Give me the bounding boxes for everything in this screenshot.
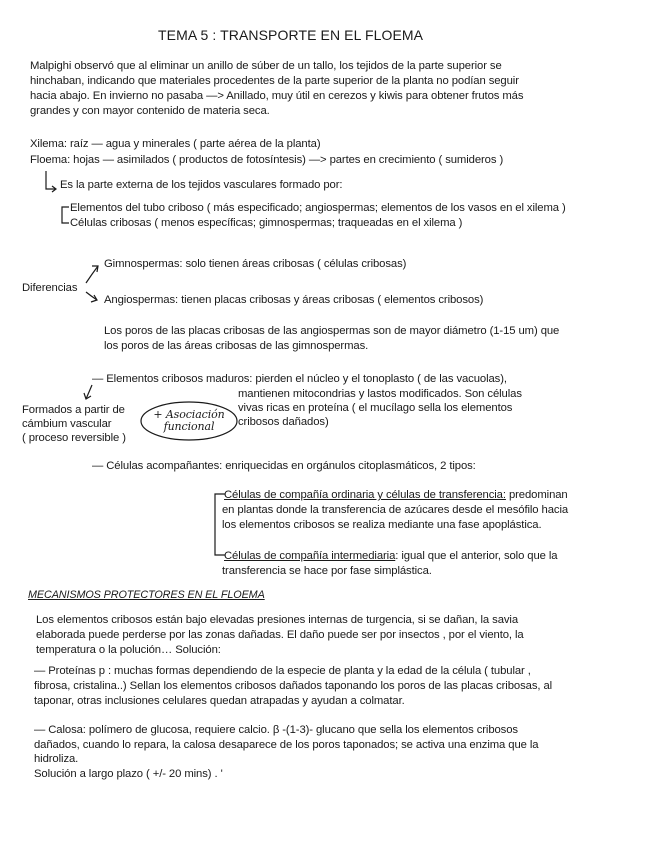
poros-line-2: los poros de las áreas cribosas de las gimnospermas. bbox=[104, 340, 369, 352]
asociacion-line-1: + Asociación bbox=[153, 408, 225, 421]
intermediaria-line-2: transferencia se hace por fase simplástica. bbox=[222, 565, 432, 577]
acompanantes-line: — Células acompañantes: enriquecidas en orgánulos citoplasmáticos, 2 tipos: bbox=[92, 460, 476, 472]
calosa-line-3: hidroliza. bbox=[34, 753, 79, 765]
calosa-line-1: — Calosa: polímero de glucosa, requiere calcio. β -(1-3)- glucano que sella los elementos cribosos bbox=[34, 724, 518, 736]
intermediaria-text: : igual que el anterior, solo que la bbox=[395, 550, 558, 562]
intro-line-1: Malpighi observó que al eliminar un anillo de súber de un tallo, los tejidos de la parte superior se bbox=[30, 60, 502, 72]
bracket-elementos bbox=[62, 207, 69, 223]
mecanismos-line-3: temperatura o la polución… Solución: bbox=[36, 644, 221, 656]
floema-line: Floema: hojas — asimilados ( productos de fotosíntesis) —> partes en crecimiento ( sumideros ) bbox=[30, 154, 504, 166]
parte-externa-line: Es la parte externa de los tejidos vasculares formado por: bbox=[60, 179, 343, 191]
intermediaria-label: Células de compañía intermediaria bbox=[224, 550, 396, 562]
celulas-cribosas-line: Células cribosas ( menos específicas; gimnospermas; traqueadas en el xilema ) bbox=[70, 217, 463, 229]
ordinaria-line-3: los elementos cribosos se realiza mediante una fase apoplástica. bbox=[222, 519, 542, 531]
ordinaria-text: predominan bbox=[508, 489, 568, 501]
xilema-line: Xilema: raíz — agua y minerales ( parte aérea de la planta) bbox=[30, 138, 321, 150]
proteinas-line-3: taponar, otras inclusiones celulares quedan atrapadas y ayudan a colmatar. bbox=[34, 695, 405, 707]
poros-line-1: Los poros de las placas cribosas de las angiospermas son de mayor diámetro (1-15 um) que bbox=[104, 325, 560, 337]
proteinas-line-1: — Proteínas p : muchas formas dependiendo de la especie de planta y la edad de la célula ( tubular , bbox=[34, 665, 531, 677]
ordinaria-label: Células de compañía ordinaria y células de transferencia: bbox=[224, 489, 506, 501]
solucion-line: Solución a largo plazo ( +/- 20 mins) . ' bbox=[34, 768, 223, 780]
maduros-line-3: vivas ricas en proteína ( el mucílago sella los elementos bbox=[238, 402, 513, 414]
mecanismos-title: MECANISMOS PROTECTORES EN EL FLOEMA bbox=[28, 589, 265, 601]
formados-line-1: Formados a partir de bbox=[22, 404, 125, 416]
arrow-down-icon bbox=[86, 292, 97, 300]
mecanismos-line-1: Los elementos cribosos están bajo elevadas presiones internas de turgencia, si se dañan, la savia bbox=[36, 614, 519, 626]
elementos-tubo-line: Elementos del tubo criboso ( más especificado; angiospermas; elementos de los vasos en el xilema ) bbox=[70, 202, 566, 214]
angiospermas-line: Angiospermas: tienen placas cribosas y áreas cribosas ( elementos cribosos) bbox=[104, 294, 484, 306]
hook-arrow-icon bbox=[46, 171, 55, 189]
maduros-line-1: — Elementos cribosos maduros: pierden el núcleo y el tonoplasto ( de las vacuolas), bbox=[92, 373, 507, 385]
formados-line-3: ( proceso reversible ) bbox=[22, 432, 126, 444]
arrow-up-icon bbox=[86, 266, 98, 283]
page-title: TEMA 5 : TRANSPORTE EN EL FLOEMA bbox=[158, 27, 424, 43]
maduros-line-2: mantienen mitocondrias y lastos modificados. Son células bbox=[238, 388, 522, 400]
intro-line-4: grandes y con mayor contenido de materia seca. bbox=[30, 105, 270, 117]
maduros-line-4: cribosos dañados) bbox=[238, 416, 329, 428]
mecanismos-line-2: elaborada puede perderse por las zonas dañadas. El daño puede ser por insectos , por el viento, la bbox=[36, 629, 524, 641]
diferencias-label: Diferencias bbox=[22, 282, 78, 294]
intermediaria-line-1 bbox=[224, 549, 557, 564]
asociacion-line-2: funcional bbox=[163, 420, 215, 433]
proteinas-line-2: fibrosa, cristalina..) Sellan los elementos cribosos dañados taponando los poros de las placas cribosas, al bbox=[34, 680, 553, 692]
intro-line-2: hinchaban, indicando que materiales procedentes de la parte superior de la planta no podían seguir bbox=[30, 75, 519, 87]
arrow-maduros-icon bbox=[86, 385, 92, 399]
formados-line-2: cámbium vascular bbox=[22, 418, 112, 430]
calosa-line-2: dañados, cuando lo repara, la calosa desaparece de los poros taponados; se activa una enzima que la bbox=[34, 739, 539, 751]
ordinaria-line-2: en plantas donde la transferencia de azúcares desde el mesófilo hacia bbox=[222, 504, 569, 516]
intro-line-3: hacia abajo. En invierno no pasaba —> Anillado, muy útil en cerezos y kiwis para obtener frutos más bbox=[30, 90, 524, 102]
ordinaria-line-1 bbox=[224, 488, 568, 503]
gimnospermas-line: Gimnospermas: solo tienen áreas cribosas ( células cribosas) bbox=[104, 258, 407, 270]
